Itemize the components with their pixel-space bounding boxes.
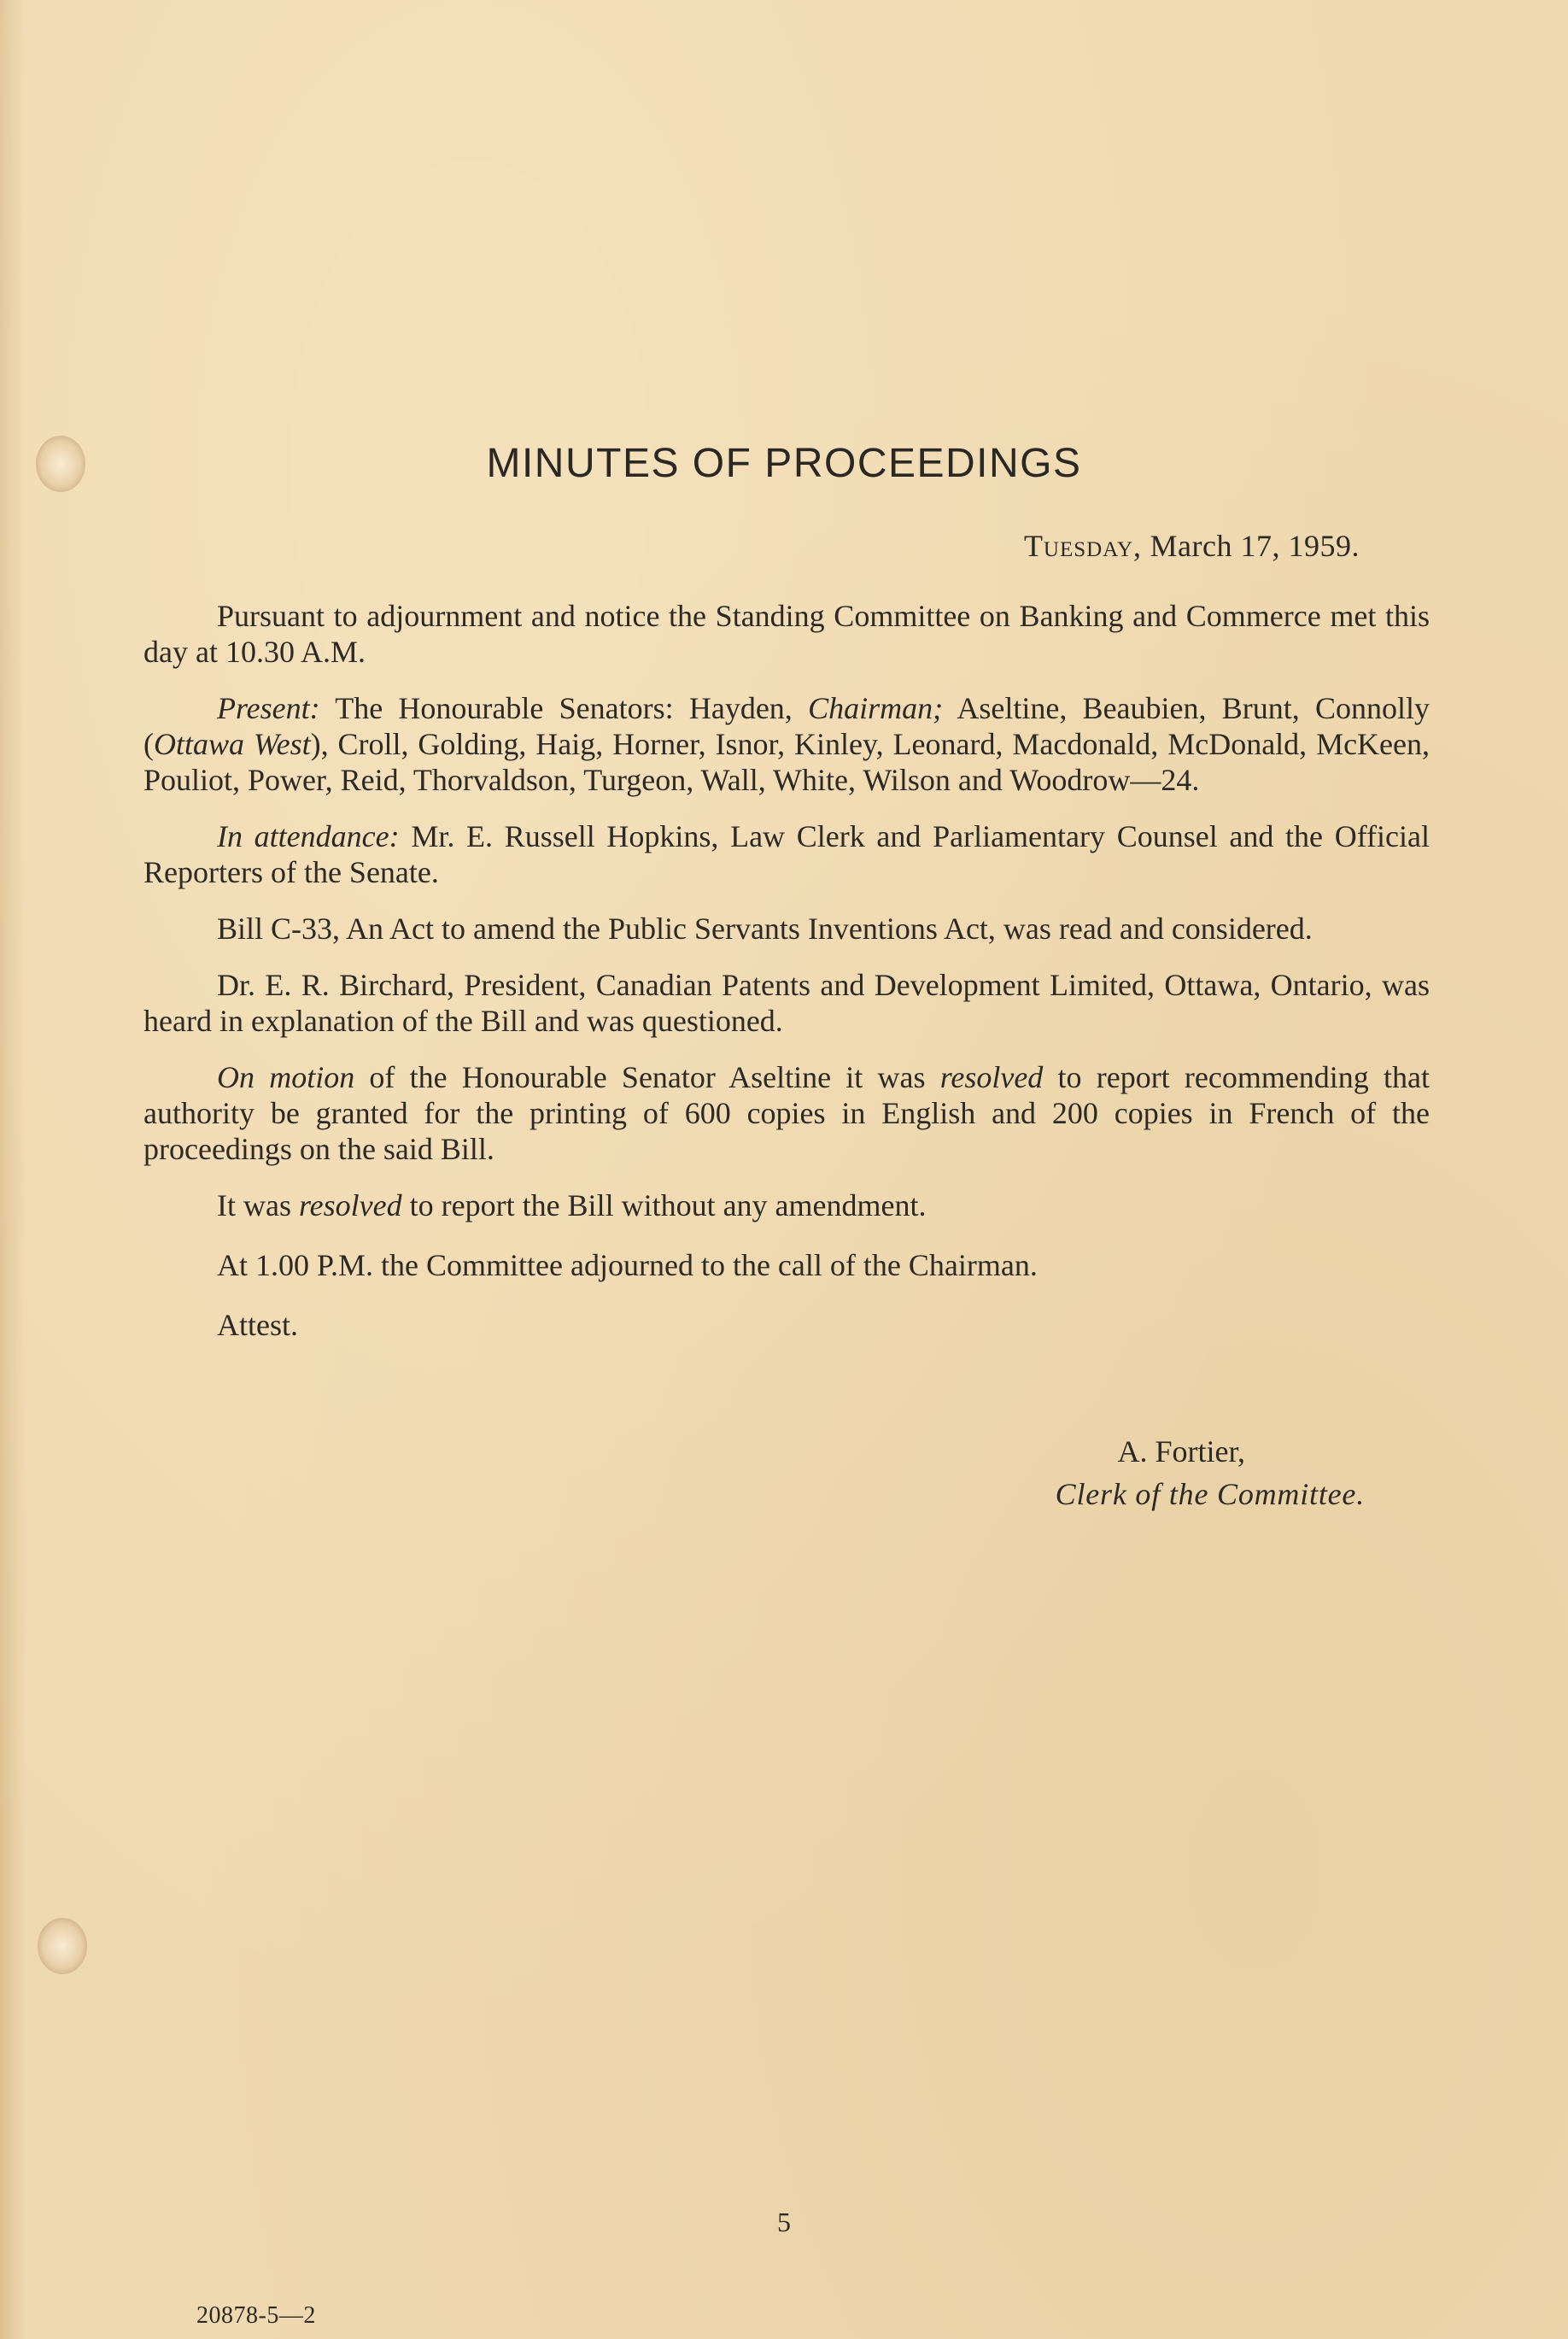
motion-text-b: to report recommending that authority be granted for the printing of 600 copies in English and 200 copies in French of the proceedings on the said Bill. bbox=[143, 1060, 1430, 1166]
minutes-body bbox=[143, 598, 1430, 1367]
paragraph-bill: Bill C-33, An Act to amend the Public Servants Inventions Act, was read and considered. bbox=[217, 912, 1313, 946]
paragraph-report bbox=[143, 1187, 1430, 1223]
attendance-text: Mr. E. Russell Hopkins, Law Clerk and Parliamentary Counsel and the Official Reporters of the Senate. bbox=[143, 819, 1431, 889]
report-text-b: to report the Bill without any amendment. bbox=[409, 1188, 927, 1222]
page-title: MINUTES OF PROCEEDINGS bbox=[486, 441, 1082, 486]
paragraph-adjournment: Pursuant to adjournment and notice the Standing Committee on Banking and Commerce met this day at 10.30 A.M. bbox=[143, 599, 1430, 669]
punch-hole-bottom bbox=[38, 1918, 87, 1974]
motion-resolved: resolved bbox=[939, 1060, 1044, 1094]
paragraph-present bbox=[143, 690, 1430, 798]
ottawa-west-label: Ottawa West bbox=[154, 727, 311, 761]
report-resolved: resolved bbox=[298, 1188, 402, 1222]
signature-name: A. Fortier, bbox=[1117, 1434, 1245, 1468]
present-text-c: ), Croll, Golding, Haig, Horner, Isnor, Kinley, Leonard, Macdonald, McDonald, McKeen, Pouliot, Power, Reid, Thorvaldson, Turgeon, Wall, White, Wilson and Woodrow—24. bbox=[143, 727, 1431, 797]
paragraph-attendance bbox=[143, 818, 1430, 890]
paragraph-witness: Dr. E. R. Birchard, President, Canadian Patents and Development Limited, Ottawa, Ontario, was heard in explanation of the Bill and was questioned. bbox=[143, 968, 1430, 1038]
attendance-label: In attendance: bbox=[217, 819, 400, 853]
motion-label: On motion bbox=[217, 1060, 355, 1094]
chairman-label: Chairman; bbox=[808, 691, 944, 725]
print-code: 20878-5—2 bbox=[196, 2302, 316, 2329]
paragraph-attest: Attest. bbox=[217, 1308, 298, 1342]
motion-text-a: of the Honourable Senator Aseltine it was bbox=[369, 1060, 926, 1094]
present-text-b: Aseltine, Beaubien, Brunt, Connolly ( bbox=[143, 691, 1431, 761]
meeting-weekday: Tuesday, bbox=[1023, 529, 1143, 563]
present-label: Present: bbox=[217, 691, 320, 725]
report-text-a: It was bbox=[217, 1188, 291, 1222]
signature-role: Clerk of the Committee. bbox=[1055, 1477, 1365, 1511]
meeting-date-text: March 17, 1959. bbox=[1150, 529, 1360, 563]
paragraph-adjourned: At 1.00 P.M. the Committee adjourned to the call of the Chairman. bbox=[217, 1248, 1038, 1282]
meeting-date bbox=[1024, 528, 1360, 564]
present-text-a: The Honourable Senators: Hayden, bbox=[335, 691, 793, 725]
paragraph-motion bbox=[143, 1059, 1430, 1167]
page-number: 5 bbox=[777, 2207, 791, 2237]
